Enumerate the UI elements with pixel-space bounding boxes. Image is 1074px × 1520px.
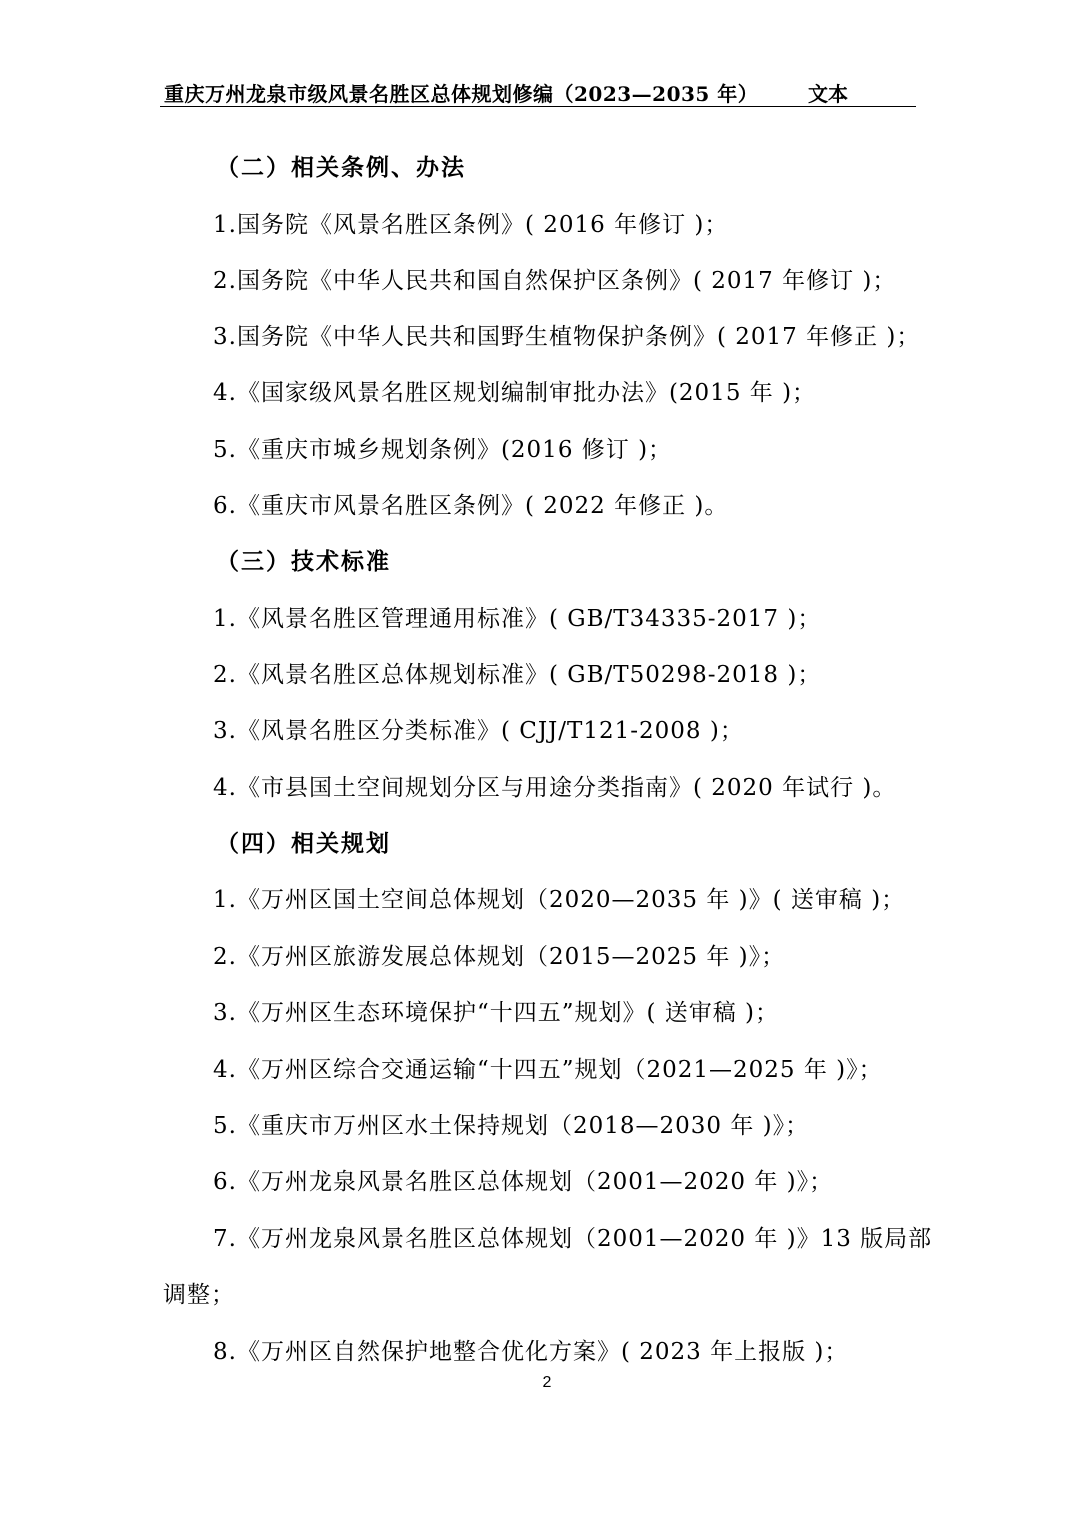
section-heading-standards: （三）技术标准 <box>216 548 391 575</box>
list-item: 3.《风景名胜区分类标准》( CJJ/T121-2008 )； <box>213 718 744 744</box>
list-item: 5.《重庆市万州区水土保持规划（2018—2030 年 )》； <box>213 1113 810 1139</box>
list-item: 5.《重庆市城乡规划条例》(2016 修订 )； <box>213 437 673 463</box>
list-item: 2.《万州区旅游发展总体规划（2015—2025 年 )》； <box>213 944 786 970</box>
header-title: 重庆万州龙泉市级风景名胜区总体规划修编（2023—2035 年） <box>164 82 759 106</box>
section-heading-plans: （四）相关规划 <box>216 830 391 857</box>
list-item: 1.国务院《风景名胜区条例》( 2016 年修订 )； <box>213 212 729 238</box>
list-item: 6.《万州龙泉风景名胜区总体规划（2001—2020 年 )》； <box>213 1169 834 1195</box>
list-item: 8.《万州区自然保护地整合优化方案》( 2023 年上报版 )； <box>213 1339 849 1365</box>
list-item: 1.《风景名胜区管理通用标准》( GB/T34335-2017 )； <box>213 606 822 632</box>
list-item: 2.《风景名胜区总体规划标准》( GB/T50298-2018 )； <box>213 662 822 688</box>
list-item-continuation: 调整； <box>163 1282 235 1308</box>
list-item: 4.《国家级风景名胜区规划编制审批办法》(2015 年 )； <box>213 380 817 406</box>
list-item: 7.《万州龙泉风景名胜区总体规划（2001—2020 年 )》13 版局部 <box>213 1226 933 1252</box>
list-item: 6.《重庆市风景名胜区条例》( 2022 年修正 )。 <box>213 493 729 519</box>
header-doc-type: 文本 <box>808 82 848 106</box>
page-number: 2 <box>542 1374 552 1391</box>
list-item: 4.《市县国土空间规划分区与用途分类指南》( 2020 年试行 )。 <box>213 775 897 801</box>
list-item: 4.《万州区综合交通运输“十四五”规划（2021—2025 年 )》； <box>213 1057 883 1083</box>
section-heading-regulations: （二）相关条例、办法 <box>216 154 466 181</box>
list-item: 3.《万州区生态环境保护“十四五”规划》( 送审稿 )； <box>213 1000 780 1026</box>
page-header <box>160 74 916 107</box>
list-item: 2.国务院《中华人民共和国自然保护区条例》( 2017 年修订 )； <box>213 268 897 294</box>
list-item: 3.国务院《中华人民共和国野生植物保护条例》( 2017 年修正 )； <box>213 324 921 350</box>
list-item: 1.《万州区国土空间总体规划（2020—2035 年 )》( 送审稿 )； <box>213 887 906 913</box>
